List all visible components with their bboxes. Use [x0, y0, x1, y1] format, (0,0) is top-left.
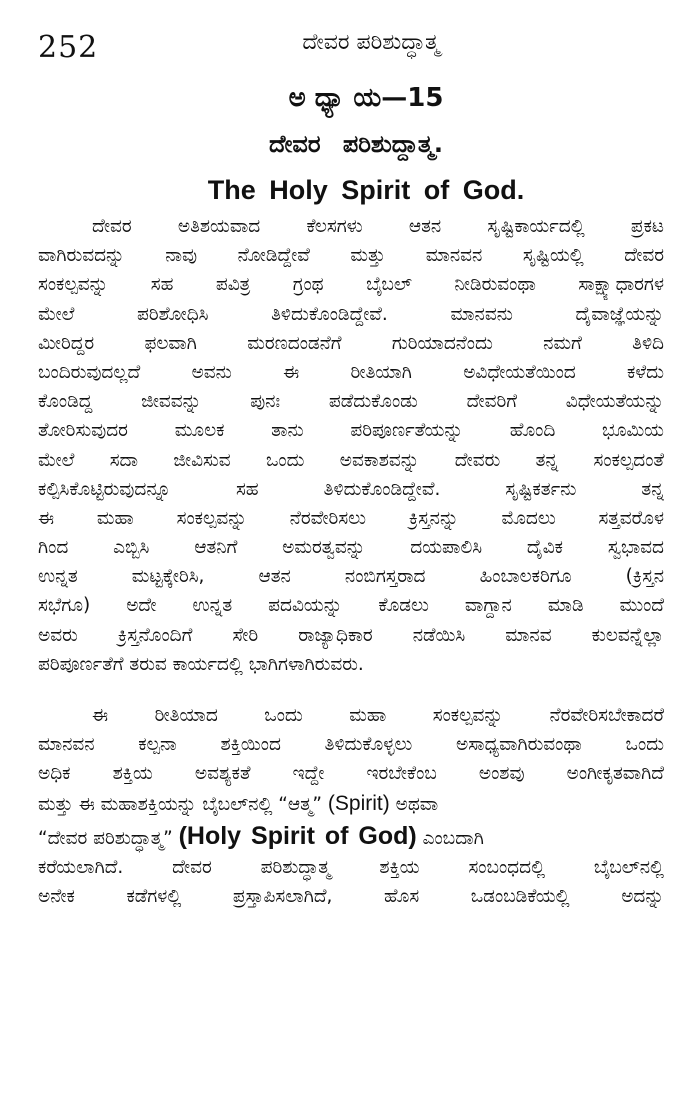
text-line: ತೋರಿಸುವುದರ ಮೂಲಕ ತಾನು ಪರಿಪೂರ್ಣತೆಯನ್ನು ಹೊಂದಿ ಭೂಮಿಯ	[38, 420, 664, 442]
paragraph-2	[38, 701, 664, 911]
english-term-spirit: (Spirit)	[327, 791, 390, 815]
text-line: ಗಿಂದ ಎಬ್ಬಿಸಿ ಆತನಿಗೆ ಅಮರತ್ವವನ್ನು ದಯಪಾಲಿಸಿ ದೈವಿಕ ಸ್ವಭಾವದ	[38, 537, 664, 559]
text-line-spirit	[38, 789, 664, 819]
text-line: ಈ ಮಹಾ ಸಂಕಲ್ಪವನ್ನು ನೆರವೇರಿಸಲು ಕ್ರಿಸ್ತನನ್ನು ಮೊದಲು ಸತ್ತವರೊಳ	[38, 507, 664, 529]
text-line: ಮಾನವನ ಕಲ್ಪನಾ ಶಕ್ತಿಯಿಂದ ತಿಳಿದುಕೊಳ್ಳಲು ಅಸಾಧ್ಯವಾಗಿರುವಂಥಾ ಒಂದು	[38, 734, 664, 756]
chapter-label: ಅ ಧ್ಯಾ ಯ—15	[288, 83, 444, 113]
paragraph-gap	[38, 679, 664, 701]
text-line-holy-spirit	[38, 819, 664, 853]
text-line: ಈ ರೀತಿಯಾದ ಒಂದು ಮಹಾ ಸಂಕಲ್ಪವನ್ನು ನೆರವೇರಿಸಬೇಕಾದರೆ	[92, 705, 664, 726]
text-line: ಉನ್ನತ ಮಟ್ಟಕ್ಕೇರಿಸಿ, ಆತನ ನಂಬಿಗಸ್ತರಾದ ಹಿಂಬಾಲಕರಿಗೂ (ಕ್ರಿಸ್ತನ	[38, 566, 664, 588]
text-line: ಸಭೆಗೂ) ಅದೇ ಉನ್ನತ ಪದವಿಯನ್ನು ಕೊಡಲು ವಾಗ್ದಾನ ಮಾಡಿ ಮುಂದೆ	[38, 595, 664, 617]
text-line: ಅನೇಕ ಕಡೆಗಳಲ್ಲಿ ಪ್ರಸ್ತಾಪಿಸಲಾಗಿದೆ, ಹೊಸ ಒಡಂಬಡಿಕೆಯಲ್ಲಿ ಅದನ್ನು	[38, 885, 664, 907]
text-segment: ಮತ್ತು ಈ ಮಹಾಶಕ್ತಿಯನ್ನು ಬೈಬಲ್‌ನಲ್ಲಿ “ಆತ್ಮ”	[38, 793, 323, 815]
text-line: ಅವರು ಕ್ರಿಸ್ತನೊಂದಿಗೆ ಸೇರಿ ರಾಜ್ಯಾಧಿಕಾರ ನಡೆಯಿಸಿ ಮಾನವ ಕುಲವನ್ನೆಲ್ಲಾ	[38, 624, 664, 646]
text-line: ಮೇಲೆ ಪರಿಶೋಧಿಸಿ ತಿಳಿದುಕೊಂಡಿದ್ದೇವೆ. ಮಾನವನು ದೈವಾಜ್ಞೆಯನ್ನು	[38, 303, 664, 325]
text-line: ಸಂಕಲ್ಪವನ್ನು ಸಹ ಪವಿತ್ರ ಗ್ರಂಥ ಬೈಬಲ್ ನೀಡಿರುವಂಥಾ ಸಾಕ್ಷ್ಯಾಧಾರಗಳ	[38, 274, 664, 296]
text-segment: “ದೇವರ ಪರಿಶುದ್ಧಾತ್ಮ”	[38, 827, 173, 849]
chapter-title-english: The Holy Spirit of God.	[207, 175, 525, 205]
chapter-title-kannada: ದೇವರ ಪರಿಶುದ್ದಾತ್ಮ.	[269, 130, 443, 158]
page-number: 252	[38, 30, 99, 65]
text-line: ಅಧಿಕ ಶಕ್ತಿಯ ಅವಶ್ಯಕತೆ ಇದ್ದೇ ಇರಬೇಕೆಂಬ ಅಂಶವು ಅಂಗೀಕೃತವಾಗಿದೆ	[38, 763, 664, 785]
text-segment: ಅಥವಾ	[395, 793, 439, 815]
text-line: ಕರೆಯಲಾಗಿದೆ. ದೇವರ ಪರಿಶುದ್ಧಾತ್ಮ ಶಕ್ತಿಯ ಸಂಬಂಧದಲ್ಲಿ ಬೈಬಲ್‌ನಲ್ಲಿ	[38, 856, 664, 878]
text-line: ಮೀರಿದ್ದರ ಫಲವಾಗಿ ಮರಣದಂಡನೆಗೆ ಗುರಿಯಾದನೆಂದು ನಮಗೆ ತಿಳಿದಿ	[38, 332, 664, 354]
text-line: ಪರಿಪೂರ್ಣತೆಗೆ ತರುವ ಕಾರ್ಯದಲ್ಲಿ ಭಾಗಿಗಳಾಗಿರುವರು.	[38, 653, 364, 675]
running-title: ದೇವರ ಪರಿಶುದ್ಧಾತ್ಮ	[302, 30, 440, 55]
text-line: ಕೊಂಡಿದ್ದ ಜೀವವನ್ನು ಪುನಃ ಪಡೆದುಕೊಂಡು ದೇವರಿಗೆ ವಿಧೇಯತೆಯನ್ನು	[38, 391, 664, 413]
text-line: ದೇವರ ಅತಿಶಯವಾದ ಕೆಲಸಗಳು ಆತನ ಸೃಷ್ಟಿಕಾರ್ಯದಲ್ಲಿ ಪ್ರಕಟ	[92, 216, 664, 237]
text-line: ಮೇಲೆ ಸದಾ ಜೀವಿಸುವ ಒಂದು ಅವಕಾಶವನ್ನು ದೇವರು ತನ್ನ ಸಂಕಲ್ಪದಂತೆ	[38, 449, 664, 471]
text-segment: ಎಂಬದಾಗಿ	[422, 827, 484, 849]
text-line: ವಾಗಿರುವದನ್ನು ನಾವು ನೋಡಿದ್ದೇವೆ ಮತ್ತು ಮಾನವನ ಸೃಷ್ಟಿಯಲ್ಲಿ ದೇವರ	[38, 245, 664, 267]
paragraph-1	[38, 212, 664, 679]
english-term-holy-spirit: (Holy Spirit of God)	[178, 821, 417, 850]
text-line: ಬಂದಿರುವುದಲ್ಲದೆ ಅವನು ಈ ರೀತಿಯಾಗಿ ಅವಿಧೇಯತೆಯಿಂದ ಕಳೆದು	[38, 361, 664, 383]
running-head	[38, 26, 664, 70]
text-line: ಕಲ್ಪಿಸಿಕೊಟ್ಟಿರುವುದನ್ನೂ ಸಹ ತಿಳಿದುಕೊಂಡಿದ್ದೇವೆ. ಸೃಷ್ಟಿಕರ್ತನು ತನ್ನ	[38, 478, 664, 500]
